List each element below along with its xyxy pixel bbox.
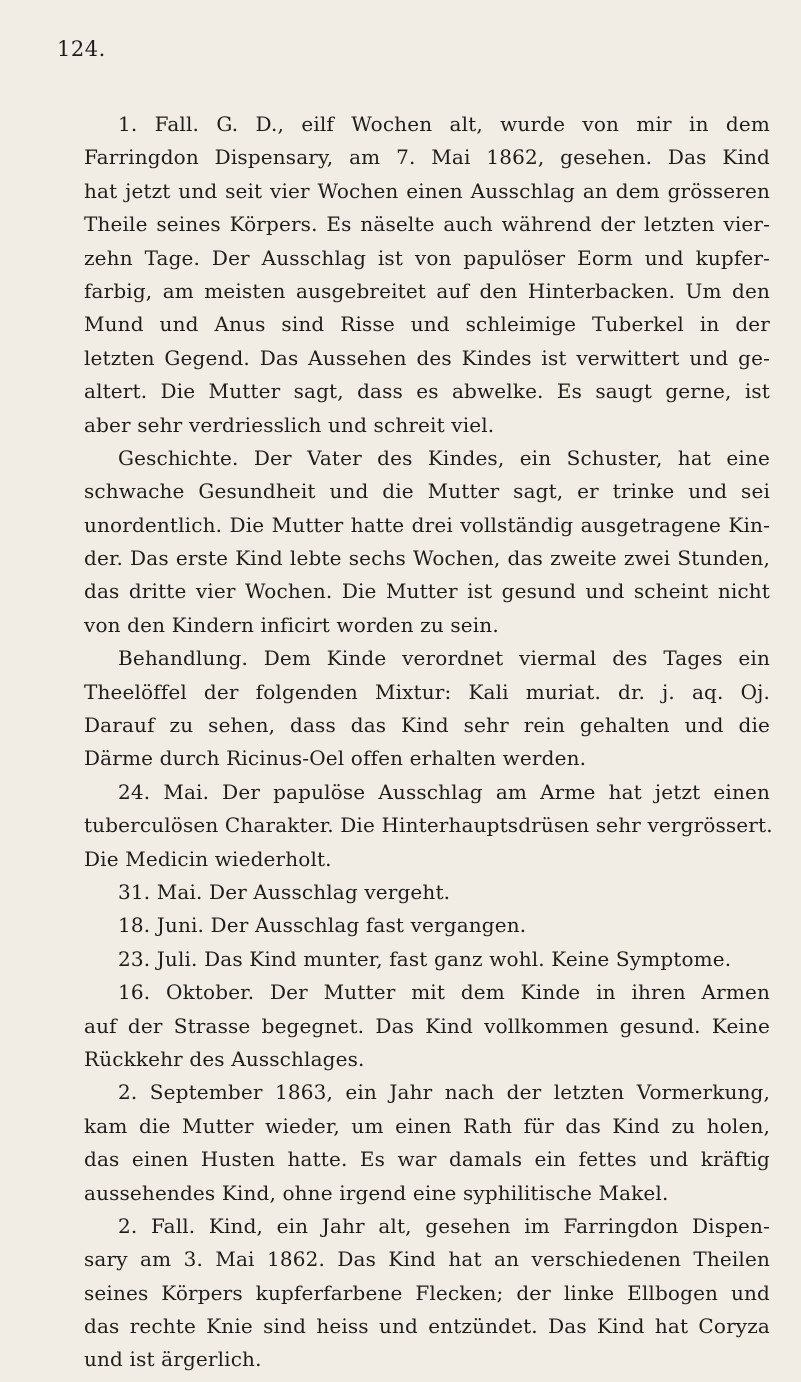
text-line: Theile seines Körpers. Es näselte auch während der letzten vier- <box>84 212 770 237</box>
text-line: 16. Oktober. Der Mutter mit dem Kinde in ihren Armen <box>118 980 770 1005</box>
text-line: letzten Gegend. Das Aussehen des Kindes ist verwittert und ge- <box>84 345 770 370</box>
text-line: Mund und Anus sind Risse und schleimige Tuberkel in der <box>84 312 770 337</box>
text-line: schwache Gesundheit und die Mutter sagt, er trinke und sei <box>84 479 770 504</box>
text-line: hat jetzt und seit vier Wochen einen Ausschlag an dem grösseren <box>84 178 770 203</box>
text-line: das einen Husten hatte. Es war damals ein fettes und kräftig <box>84 1147 770 1172</box>
text-line: das rechte Knie sind heiss und entzündet. Das Kind hat Coryza <box>84 1314 770 1339</box>
text-line: seines Körpers kupferfarbene Flecken; der linke Ellbogen und <box>84 1280 770 1305</box>
body-text <box>84 108 773 1377</box>
text-line: 23. Juli. Das Kind munter, fast ganz wohl. Keine Symptome. <box>118 946 732 971</box>
text-line: 1. Fall. G. D., eilf Wochen alt, wurde von mir in dem <box>118 112 770 136</box>
text-line: farbig, am meisten ausgebreitet auf den Hinterbacken. Um den <box>84 278 770 303</box>
text-line: tuberculösen Charakter. Die Hinterhauptsdrüsen sehr vergrössert. <box>84 813 773 838</box>
text-line: 31. Mai. Der Ausschlag vergeht. <box>118 879 451 904</box>
text-line: altert. Die Mutter sagt, dass es abwelke. Es saugt gerne, ist <box>84 379 770 404</box>
text-line: sary am 3. Mai 1862. Das Kind hat an verschiedenen Theilen <box>84 1247 770 1272</box>
text-line: aber sehr verdriesslich und schreit viel. <box>84 412 495 437</box>
text-line: auf der Strasse begegnet. Das Kind vollkommen gesund. Keine <box>84 1013 770 1038</box>
text-line: 24. Mai. Der papulöse Ausschlag am Arme hat jetzt einen <box>118 779 770 804</box>
text-line: das dritte vier Wochen. Die Mutter ist gesund und scheint nicht <box>84 579 770 604</box>
text-line: Farringdon Dispensary, am 7. Mai 1862, gesehen. Das Kind <box>84 145 770 170</box>
text-line: Theelöffel der folgenden Mixtur: Kali muriat. dr. j. aq. Oj. <box>84 679 770 704</box>
text-line: 18. Juni. Der Ausschlag fast vergangen. <box>118 913 527 938</box>
text-line: unordentlich. Die Mutter hatte drei vollständig ausgetragene Kin- <box>84 512 770 537</box>
text-line: kam die Mutter wieder, um einen Rath für das Kind zu holen, <box>84 1113 770 1138</box>
text-line: Darauf zu sehen, dass das Kind sehr rein gehalten und die <box>84 713 770 738</box>
text-line: der. Das erste Kind lebte sechs Wochen, das zweite zwei Stunden, <box>84 546 770 571</box>
text-line: 2. September 1863, ein Jahr nach der letzten Vormerkung, <box>118 1080 770 1105</box>
text-line: Därme durch Ricinus-Oel offen erhalten werden. <box>84 746 587 771</box>
text-line: Rückkehr des Ausschlages. <box>84 1046 365 1071</box>
text-line: Geschichte. Der Vater des Kindes, ein Schuster, hat eine <box>118 445 770 470</box>
text-line: 2. Fall. Kind, ein Jahr alt, gesehen im Farringdon Dispen- <box>118 1213 770 1238</box>
page-number: 124. <box>57 37 106 61</box>
text-line: zehn Tage. Der Ausschlag ist von papulöser Eorm und kupfer- <box>84 245 770 270</box>
text-line: und ist ärgerlich. <box>84 1347 262 1372</box>
text-line: Behandlung. Dem Kinde verordnet viermal des Tages ein <box>118 646 770 671</box>
text-line: von den Kindern inficirt worden zu sein. <box>84 612 499 637</box>
text-line: Die Medicin wiederholt. <box>84 846 332 871</box>
text-line: aussehendes Kind, ohne irgend eine syphilitische Makel. <box>84 1180 669 1205</box>
